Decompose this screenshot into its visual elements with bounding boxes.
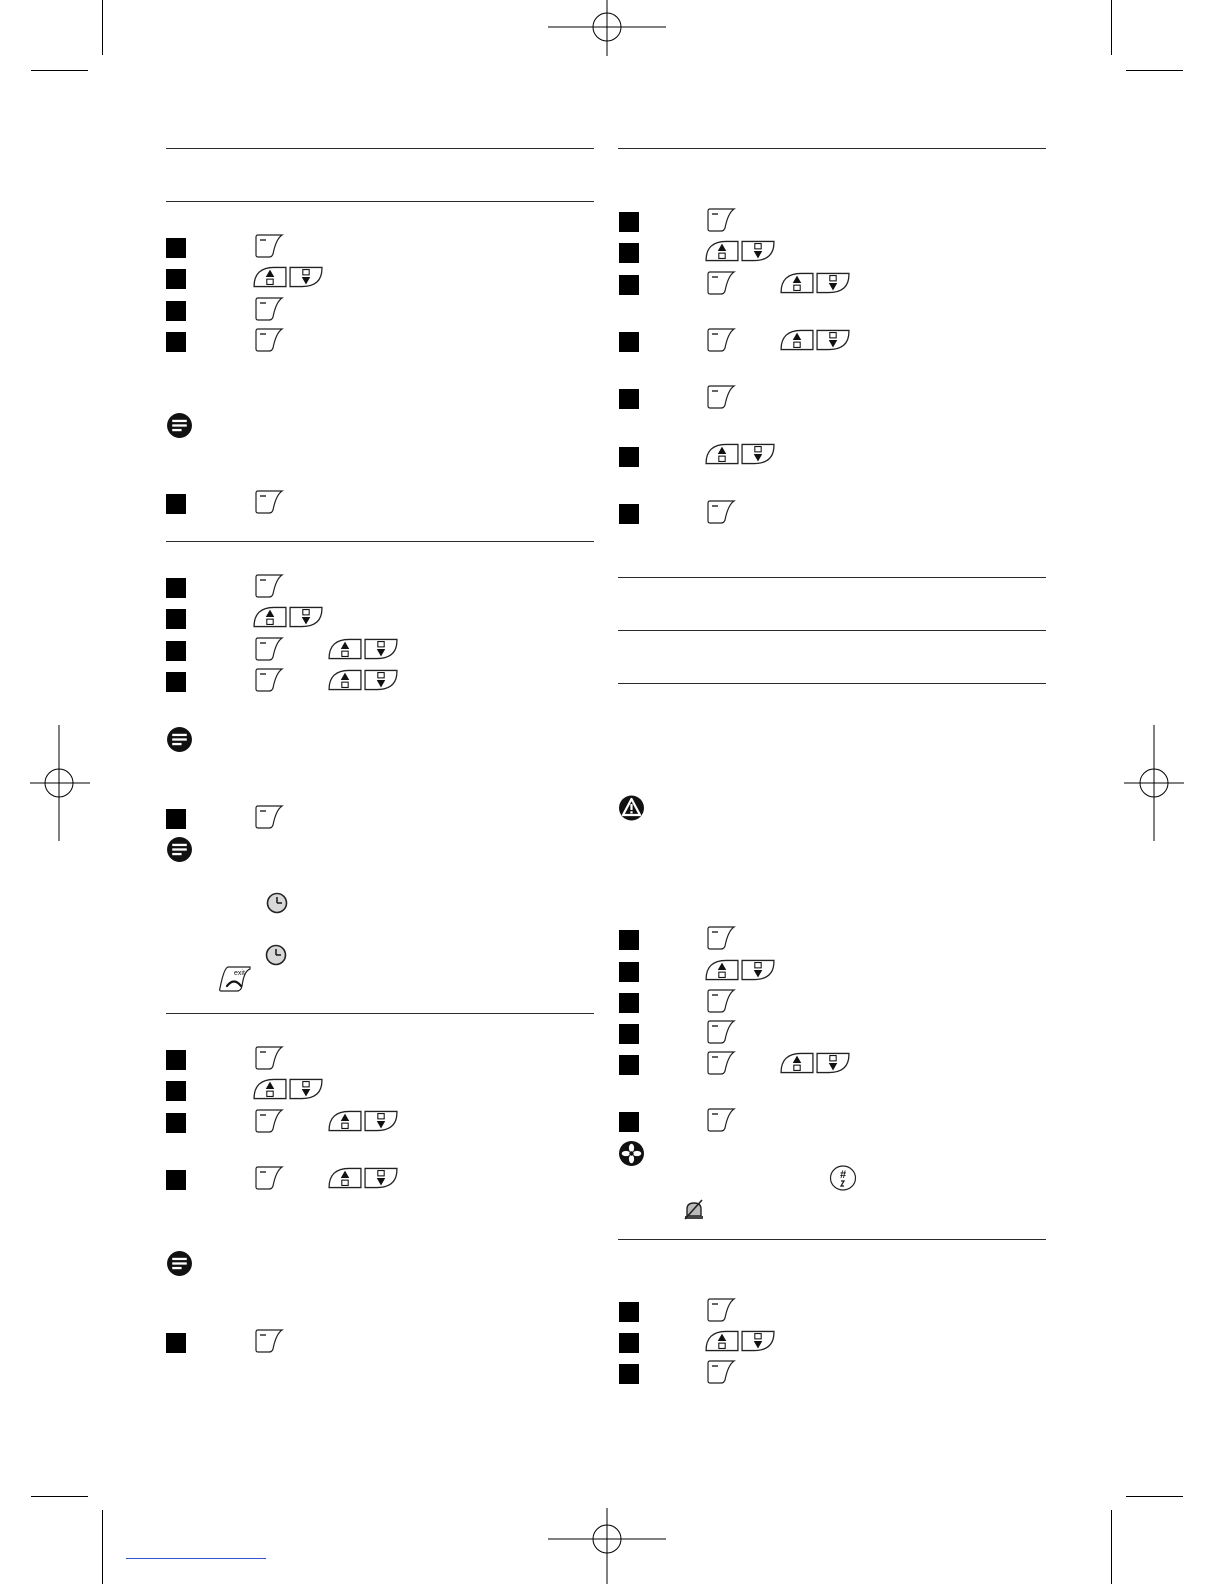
nav-up-icon xyxy=(253,606,287,628)
menu-softkey-icon xyxy=(253,805,285,829)
step-marker xyxy=(619,1024,639,1044)
crop-mark xyxy=(31,70,88,71)
nav-up-icon xyxy=(328,1167,362,1189)
nav-down-icon xyxy=(741,1330,775,1352)
nav-down-icon xyxy=(364,669,398,691)
menu-softkey-icon xyxy=(705,1298,737,1322)
menu-softkey-icon xyxy=(705,989,737,1013)
nav-down-icon xyxy=(816,329,850,351)
nav-up-icon xyxy=(705,443,739,465)
menu-softkey-icon xyxy=(253,1166,285,1190)
clock-icon xyxy=(266,892,288,914)
crop-mark xyxy=(1126,70,1183,71)
menu-softkey-icon xyxy=(705,1051,737,1075)
menu-softkey-icon xyxy=(253,234,285,258)
note-icon xyxy=(166,412,193,439)
menu-softkey-icon xyxy=(253,328,285,352)
crop-mark xyxy=(102,1510,103,1584)
menu-softkey-icon xyxy=(253,1046,285,1070)
nav-down-icon xyxy=(741,443,775,465)
menu-softkey-icon xyxy=(253,668,285,692)
hash-key-icon xyxy=(829,1165,857,1191)
registration-crosshair-icon xyxy=(548,1508,666,1584)
nav-down-icon xyxy=(289,1078,323,1100)
menu-softkey-icon xyxy=(253,1329,285,1353)
nav-down-icon xyxy=(741,240,775,262)
warning-icon xyxy=(618,795,645,821)
section-rule xyxy=(618,148,1046,149)
step-marker xyxy=(166,809,186,829)
step-marker xyxy=(166,269,186,289)
step-marker xyxy=(619,1302,639,1322)
step-marker xyxy=(166,609,186,629)
crop-mark xyxy=(31,1496,88,1497)
nav-up-icon xyxy=(253,1078,287,1100)
step-marker xyxy=(619,1055,639,1075)
nav-up-icon xyxy=(780,272,814,294)
step-marker xyxy=(619,389,639,409)
step-marker xyxy=(166,238,186,258)
step-marker xyxy=(166,301,186,321)
step-marker xyxy=(619,504,639,524)
end-call-icon xyxy=(218,966,252,992)
section-rule xyxy=(166,541,594,542)
nav-down-icon xyxy=(816,272,850,294)
section-rule xyxy=(618,1239,1046,1240)
menu-softkey-icon xyxy=(705,1360,737,1384)
registration-crosshair-icon xyxy=(30,725,90,841)
nav-down-icon xyxy=(289,606,323,628)
step-marker xyxy=(166,1170,186,1190)
svg-text:#: # xyxy=(839,1169,847,1181)
accent-underline xyxy=(126,1558,266,1559)
clock-icon xyxy=(265,944,287,966)
registration-crosshair-icon xyxy=(548,0,666,56)
step-marker xyxy=(619,930,639,950)
step-marker xyxy=(166,332,186,352)
nav-up-icon xyxy=(328,638,362,660)
step-marker xyxy=(166,1050,186,1070)
nav-down-icon xyxy=(289,266,323,288)
nav-down-icon xyxy=(364,1110,398,1132)
step-marker xyxy=(166,1113,186,1133)
section-rule xyxy=(166,201,594,202)
menu-softkey-icon xyxy=(705,328,737,352)
nav-up-icon xyxy=(705,240,739,262)
step-marker xyxy=(619,1364,639,1384)
tip-icon xyxy=(618,1140,645,1167)
section-rule xyxy=(166,1013,594,1014)
menu-softkey-icon xyxy=(253,297,285,321)
menu-softkey-icon xyxy=(705,208,737,232)
step-marker xyxy=(619,212,639,232)
menu-softkey-icon xyxy=(253,1109,285,1133)
menu-softkey-icon xyxy=(253,574,285,598)
step-marker xyxy=(619,1112,639,1132)
note-icon xyxy=(166,726,193,753)
section-rule xyxy=(618,683,1046,684)
menu-softkey-icon xyxy=(705,1108,737,1132)
section-rule xyxy=(618,630,1046,631)
section-rule xyxy=(618,577,1046,578)
crop-mark xyxy=(1111,0,1112,55)
menu-softkey-icon xyxy=(705,385,737,409)
step-marker xyxy=(166,494,186,514)
menu-softkey-icon xyxy=(705,500,737,524)
crop-mark xyxy=(1126,1496,1183,1497)
nav-down-icon xyxy=(816,1052,850,1074)
menu-softkey-icon xyxy=(705,1020,737,1044)
menu-softkey-icon xyxy=(705,271,737,295)
nav-up-icon xyxy=(780,1052,814,1074)
crop-mark xyxy=(102,0,103,55)
step-marker xyxy=(619,275,639,295)
step-marker xyxy=(619,993,639,1013)
menu-softkey-icon xyxy=(253,490,285,514)
nav-up-icon xyxy=(253,266,287,288)
nav-up-icon xyxy=(705,1330,739,1352)
step-marker xyxy=(166,672,186,692)
nav-down-icon xyxy=(741,959,775,981)
exit-key-label: exit xyxy=(234,970,245,977)
nav-down-icon xyxy=(364,638,398,660)
step-marker xyxy=(619,962,639,982)
section-rule xyxy=(166,148,594,149)
menu-softkey-icon xyxy=(705,926,737,950)
registration-crosshair-icon xyxy=(1124,725,1184,841)
note-icon xyxy=(166,1250,193,1277)
menu-softkey-icon xyxy=(253,637,285,661)
step-marker xyxy=(166,578,186,598)
step-marker xyxy=(166,1081,186,1101)
step-marker xyxy=(619,447,639,467)
step-marker xyxy=(166,641,186,661)
nav-down-icon xyxy=(364,1167,398,1189)
note-icon xyxy=(166,836,193,863)
nav-up-icon xyxy=(705,959,739,981)
ringer-off-icon xyxy=(682,1198,706,1222)
step-marker xyxy=(619,1333,639,1353)
nav-up-icon xyxy=(328,669,362,691)
step-marker xyxy=(619,332,639,352)
step-marker xyxy=(166,1333,186,1353)
nav-up-icon xyxy=(328,1110,362,1132)
crop-mark xyxy=(1111,1510,1112,1584)
nav-up-icon xyxy=(780,329,814,351)
step-marker xyxy=(619,243,639,263)
